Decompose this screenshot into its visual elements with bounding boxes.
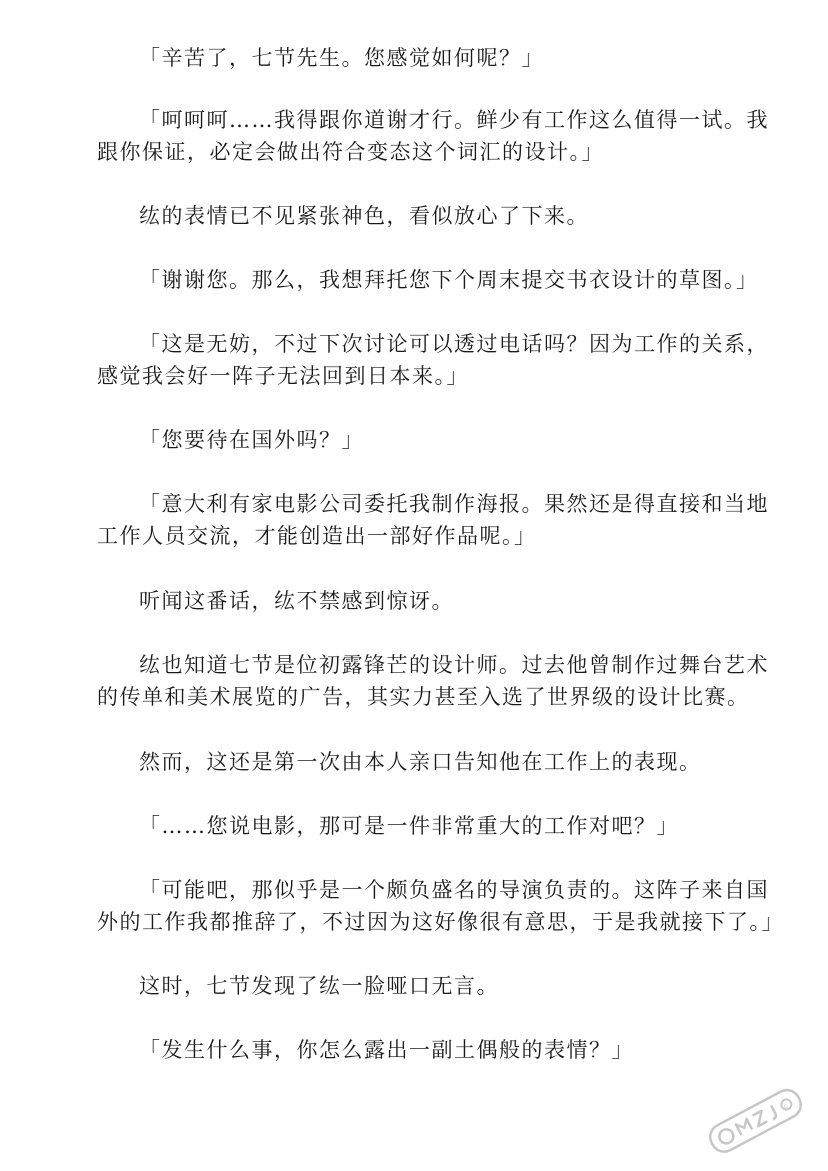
paragraph: 「您要待在国外吗？」: [139, 428, 364, 452]
paragraph: 纮的表情已不见紧张神色，看似放心了下来。: [139, 204, 589, 228]
paragraph: 「辛苦了，七节先生。您感觉如何呢？」: [139, 46, 544, 70]
paragraph: 「呵呵呵……我得跟你道谢才行。鲜少有工作这么值得一试。我跟你保证，必定会做出符合变态这个词汇的设计。」: [97, 108, 769, 164]
svg-text:c: c: [781, 1101, 790, 1111]
dmzj-logo-icon: [700, 1085, 810, 1155]
paragraph: 「……您说电影，那可是一件非常重大的工作对吧？」: [139, 814, 679, 838]
paragraph: 「谢谢您。那么，我想拜托您下个周末提交书衣设计的草图。」: [139, 268, 759, 292]
paragraph: 「这是无妨，不过下次讨论可以透过电话吗？因为工作的关系，感觉我会好一阵子无法回到日本来。」: [97, 332, 769, 388]
paragraph: 「可能吧，那似乎是一个颇负盛名的导演负责的。这阵子来自国外的工作我都推辞了，不过因为这好像很有意思，于是我就接下了。」: [97, 878, 784, 934]
paragraph: 「发生什么事，你怎么露出一副土偶般的表情？」: [139, 1038, 634, 1062]
paragraph: 听闻这番话，纮不禁感到惊讶。: [139, 589, 454, 613]
paragraph: 然而，这还是第一次由本人亲口告知他在工作上的表现。: [139, 750, 702, 774]
paragraph: 「意大利有家电影公司委托我制作海报。果然还是得直接和当地工作人员交流，才能创造出一部好作品呢。」: [97, 492, 769, 548]
paragraph: 纮也知道七节是位初露锋芒的设计师。过去他曾制作过舞台艺术的传单和美术展览的广告，其实力甚至入选了世界级的设计比赛。: [97, 653, 769, 709]
paragraph: 这时，七节发现了纮一脸哑口无言。: [139, 974, 499, 998]
